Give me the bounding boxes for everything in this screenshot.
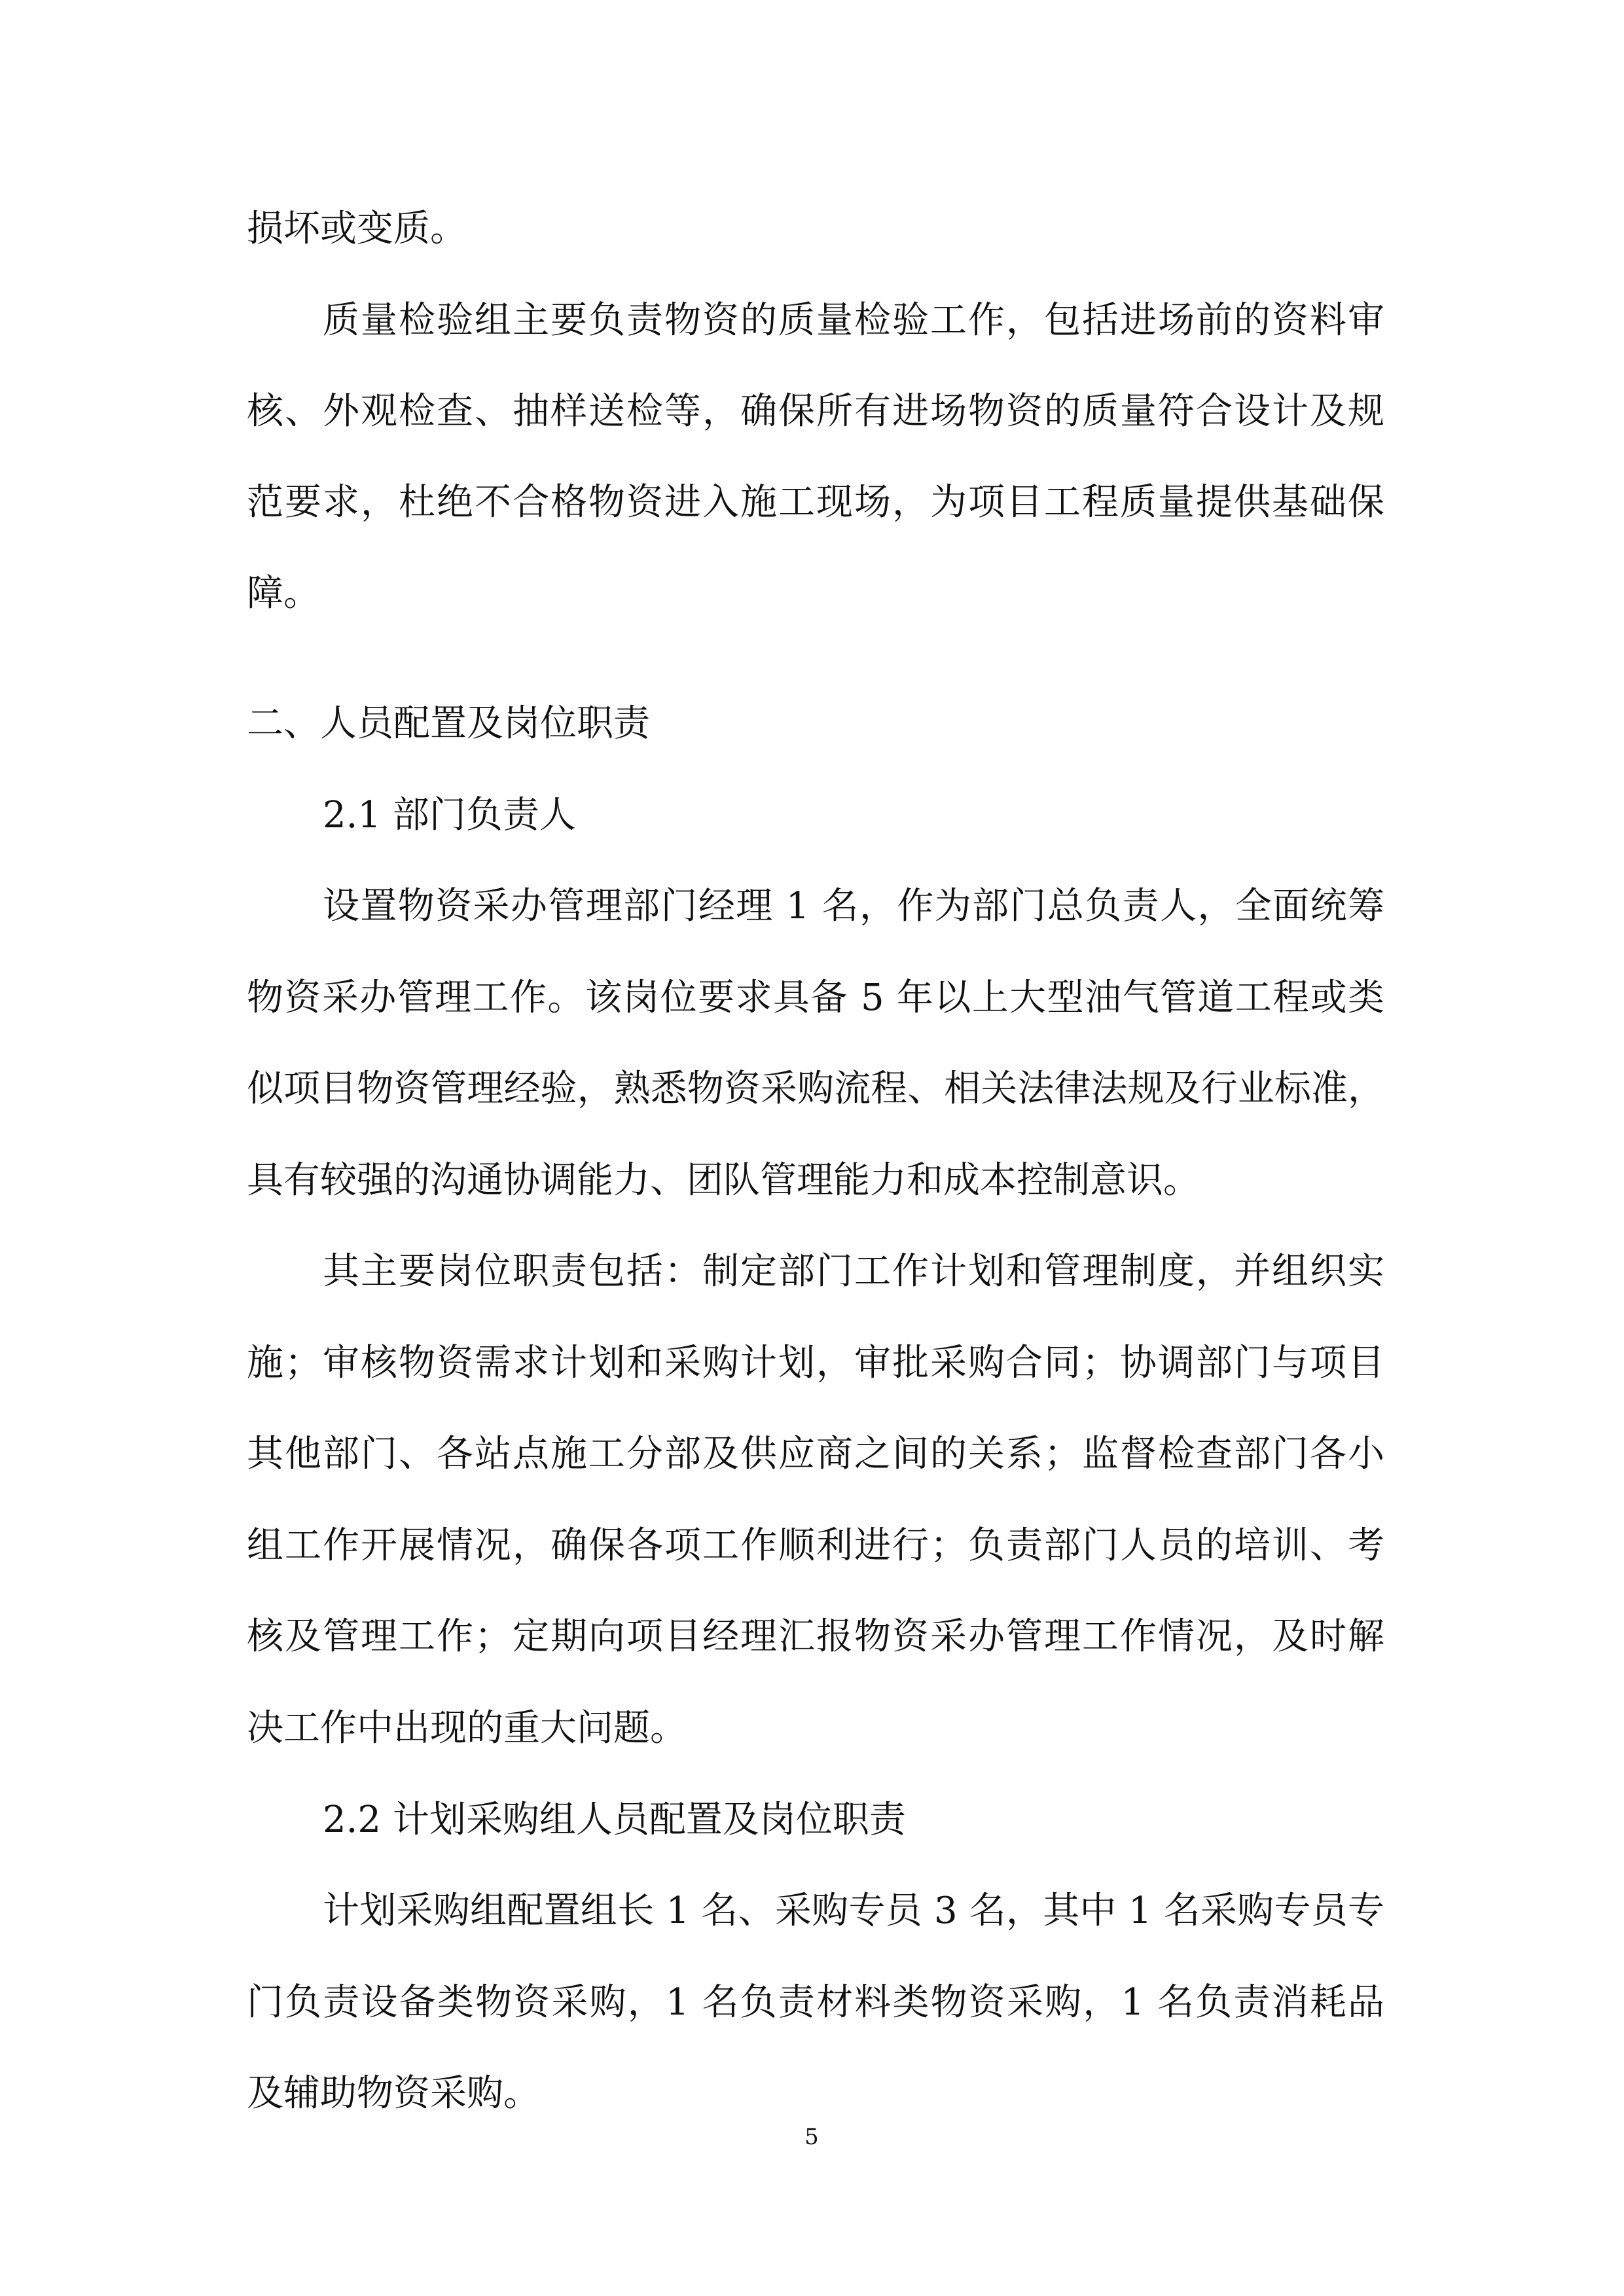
paragraph-line: 施；审核物资需求计划和采购计划，审批采购合同；协调部门与项目 [247,1342,1384,1384]
paragraph-line: 组工作开展情况，确保各项工作顺利进行；负责部门人员的培训、考 [247,1524,1384,1567]
section-heading: 二、人员配置及岗位职责 [247,702,650,745]
paragraph-line: 决工作中出现的重大问题。 [247,1707,687,1749]
subsection-heading: 2.1 部门负责人 [323,794,576,836]
paragraph-line: 门负责设备类物资采购，1 名负责材料类物资采购，1 名负责消耗品 [247,1981,1384,2024]
paragraph-line: 其他部门、各站点施工分部及供应商之间的关系；监督检查部门各小 [247,1433,1384,1475]
paragraph-line: 具有较强的沟通协调能力、团队管理能力和成本控制意识。 [247,1159,1200,1202]
paragraph-line: 物资采办管理工作。该岗位要求具备 5 年以上大型油气管道工程或类 [247,977,1384,1019]
paragraph-line: 及辅助物资采购。 [247,2072,540,2115]
paragraph-line: 其主要岗位职责包括：制定部门工作计划和管理制度，并组织实 [323,1250,1384,1293]
paragraph-line: 计划采购组配置组长 1 名、采购专员 3 名，其中 1 名采购专员专 [323,1890,1384,1932]
paragraph-line: 范要求，杜绝不合格物资进入施工现场，为项目工程质量提供基础保 [247,481,1384,524]
paragraph-line: 核及管理工作；定期向项目经理汇报物资采办管理工作情况，及时解 [247,1615,1384,1658]
paragraph-line: 似项目物资管理经验，熟悉物资采购流程、相关法律法规及行业标准， [247,1067,1384,1110]
paragraph-line: 障。 [247,572,320,615]
paragraph-line: 损坏或变质。 [247,207,467,250]
paragraph-line: 设置物资采办管理部门经理 1 名，作为部门总负责人，全面统筹 [323,885,1384,927]
page-number: 5 [804,2124,819,2150]
paragraph-line: 质量检验组主要负责物资的质量检验工作，包括进场前的资料审 [323,299,1384,342]
subsection-heading: 2.2 计划采购组人员配置及岗位职责 [323,1799,906,1841]
paragraph-line: 核、外观检查、抽样送检等，确保所有进场物资的质量符合设计及规 [247,390,1384,433]
